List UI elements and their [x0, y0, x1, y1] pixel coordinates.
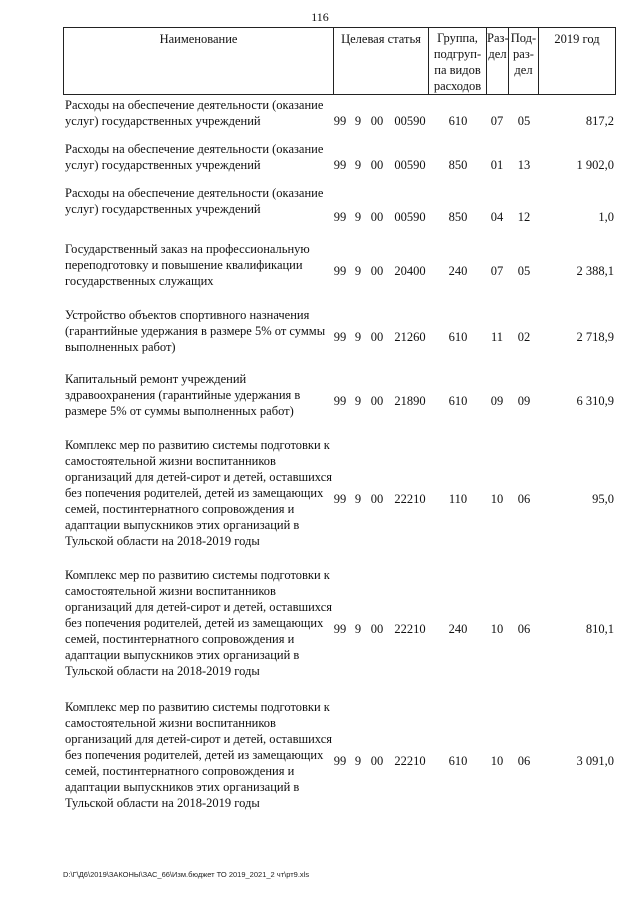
target-code-3: 00 — [370, 114, 384, 128]
target-code-2: 9 — [354, 754, 362, 768]
section-code: 10 — [490, 622, 504, 636]
row-name: Комплекс мер по развитию системы подготовки к самостоятельной жизни воспитанников организаций для детей-сирот и детей, оставшихся без попечения родителей, детей из замещающих семей, постинтернатного сопровождения и адаптации выпускников этих организаций в Тульской области на 2018-2019 годы — [65, 568, 332, 678]
row-name: Государственный заказ на профессиональную переподготовку и повышение квалификации государственных служащих — [65, 242, 310, 288]
subsection-code: 05 — [517, 264, 531, 278]
amount: 6 310,9 — [576, 394, 614, 408]
amount: 1 902,0 — [576, 158, 614, 172]
row-name: Капитальный ремонт учреждений здравоохранения (гарантийные удержания в размере 5% от суммы выполненных работ) — [65, 372, 301, 418]
header-target-article: Целевая статья — [333, 27, 428, 95]
subsection-code: 09 — [517, 394, 531, 408]
amount: 2 388,1 — [576, 264, 614, 278]
target-code-2: 9 — [354, 210, 362, 224]
section-code: 10 — [490, 492, 504, 506]
expense-group: 240 — [448, 264, 468, 278]
section-code: 07 — [490, 114, 504, 128]
page-number: 116 — [311, 10, 329, 24]
row-name: Расходы на обеспечение деятельности (оказание услуг) государственных учреждений — [65, 186, 324, 216]
amount: 2 718,9 — [576, 330, 614, 344]
subsection-code: 06 — [517, 754, 531, 768]
target-code-1: 99 — [333, 754, 347, 768]
target-code-2: 9 — [354, 264, 362, 278]
target-code-3: 00 — [370, 158, 384, 172]
target-code-4: 00590 — [394, 158, 426, 172]
target-code-4: 22210 — [394, 754, 426, 768]
expense-group: 110 — [448, 492, 468, 506]
target-code-3: 00 — [370, 330, 384, 344]
target-code-3: 00 — [370, 622, 384, 636]
section-code: 04 — [490, 210, 504, 224]
row-name: Комплекс мер по развитию системы подготовки к самостоятельной жизни воспитанников организаций для детей-сирот и детей, оставшихся без попечения родителей, детей из замещающих семей, постинтернатного сопровождения и адаптации выпускников этих организаций в Тульской области на 2018-2019 годы — [65, 700, 332, 810]
section-code: 10 — [490, 754, 504, 768]
target-code-4: 00590 — [394, 114, 426, 128]
target-code-4: 22210 — [394, 492, 426, 506]
row-name: Устройство объектов спортивного назначения (гарантийные удержания в размере 5% от суммы выполненных работ) — [65, 308, 326, 354]
target-code-4: 21890 — [394, 394, 426, 408]
target-code-3: 00 — [370, 210, 384, 224]
target-code-1: 99 — [333, 330, 347, 344]
header-name: Наименование — [63, 27, 333, 95]
target-code-1: 99 — [333, 492, 347, 506]
amount: 817,2 — [585, 114, 614, 128]
target-code-3: 00 — [370, 754, 384, 768]
amount: 1,0 — [598, 210, 614, 224]
subsection-code: 02 — [517, 330, 531, 344]
target-code-4: 00590 — [394, 210, 426, 224]
expense-group: 240 — [448, 622, 468, 636]
target-code-2: 9 — [354, 394, 362, 408]
row-name: Расходы на обеспечение деятельности (оказание услуг) государственных учреждений — [65, 142, 324, 172]
target-code-3: 00 — [370, 264, 384, 278]
target-code-1: 99 — [333, 210, 347, 224]
target-code-2: 9 — [354, 622, 362, 636]
expense-group: 610 — [448, 330, 468, 344]
header-year: 2019 год — [538, 27, 616, 95]
target-code-1: 99 — [333, 264, 347, 278]
header-section: Раз-дел — [486, 27, 508, 95]
target-code-2: 9 — [354, 330, 362, 344]
target-code-1: 99 — [333, 158, 347, 172]
expense-group: 610 — [448, 114, 468, 128]
section-code: 01 — [490, 158, 504, 172]
expense-group: 610 — [448, 754, 468, 768]
subsection-code: 12 — [517, 210, 531, 224]
file-path-footer: D:\Г\Д6\2019\ЗАКОНЫ\ЗАС_66\Изм.бюджет ТО 2019_2021_2 чт\рт9.xls — [63, 870, 310, 879]
target-code-3: 00 — [370, 394, 384, 408]
target-code-4: 20400 — [394, 264, 426, 278]
target-code-4: 21260 — [394, 330, 426, 344]
expense-group: 850 — [448, 158, 468, 172]
header-subsection: Под-раз-дел — [508, 27, 538, 95]
target-code-1: 99 — [333, 394, 347, 408]
target-code-2: 9 — [354, 114, 362, 128]
subsection-code: 06 — [517, 622, 531, 636]
amount: 3 091,0 — [576, 754, 614, 768]
target-code-2: 9 — [354, 158, 362, 172]
target-code-4: 22210 — [394, 622, 426, 636]
expense-group: 610 — [448, 394, 468, 408]
target-code-2: 9 — [354, 492, 362, 506]
amount: 95,0 — [592, 492, 614, 506]
section-code: 07 — [490, 264, 504, 278]
header-expense-group: Группа, подгруп-па видов расходов — [428, 27, 486, 95]
row-name: Комплекс мер по развитию системы подготовки к самостоятельной жизни воспитанников организаций для детей-сирот и детей, оставшихся без попечения родителей, детей из замещающих семей, постинтернатного сопровождения и адаптации выпускников этих организаций в Тульской области на 2018-2019 годы — [65, 438, 332, 548]
target-code-1: 99 — [333, 622, 347, 636]
amount: 810,1 — [585, 622, 614, 636]
target-code-1: 99 — [333, 114, 347, 128]
subsection-code: 06 — [517, 492, 531, 506]
section-code: 09 — [490, 394, 504, 408]
subsection-code: 13 — [517, 158, 531, 172]
subsection-code: 05 — [517, 114, 531, 128]
target-code-3: 00 — [370, 492, 384, 506]
row-name: Расходы на обеспечение деятельности (оказание услуг) государственных учреждений — [65, 98, 324, 128]
expense-group: 850 — [448, 210, 468, 224]
section-code: 11 — [490, 330, 504, 344]
